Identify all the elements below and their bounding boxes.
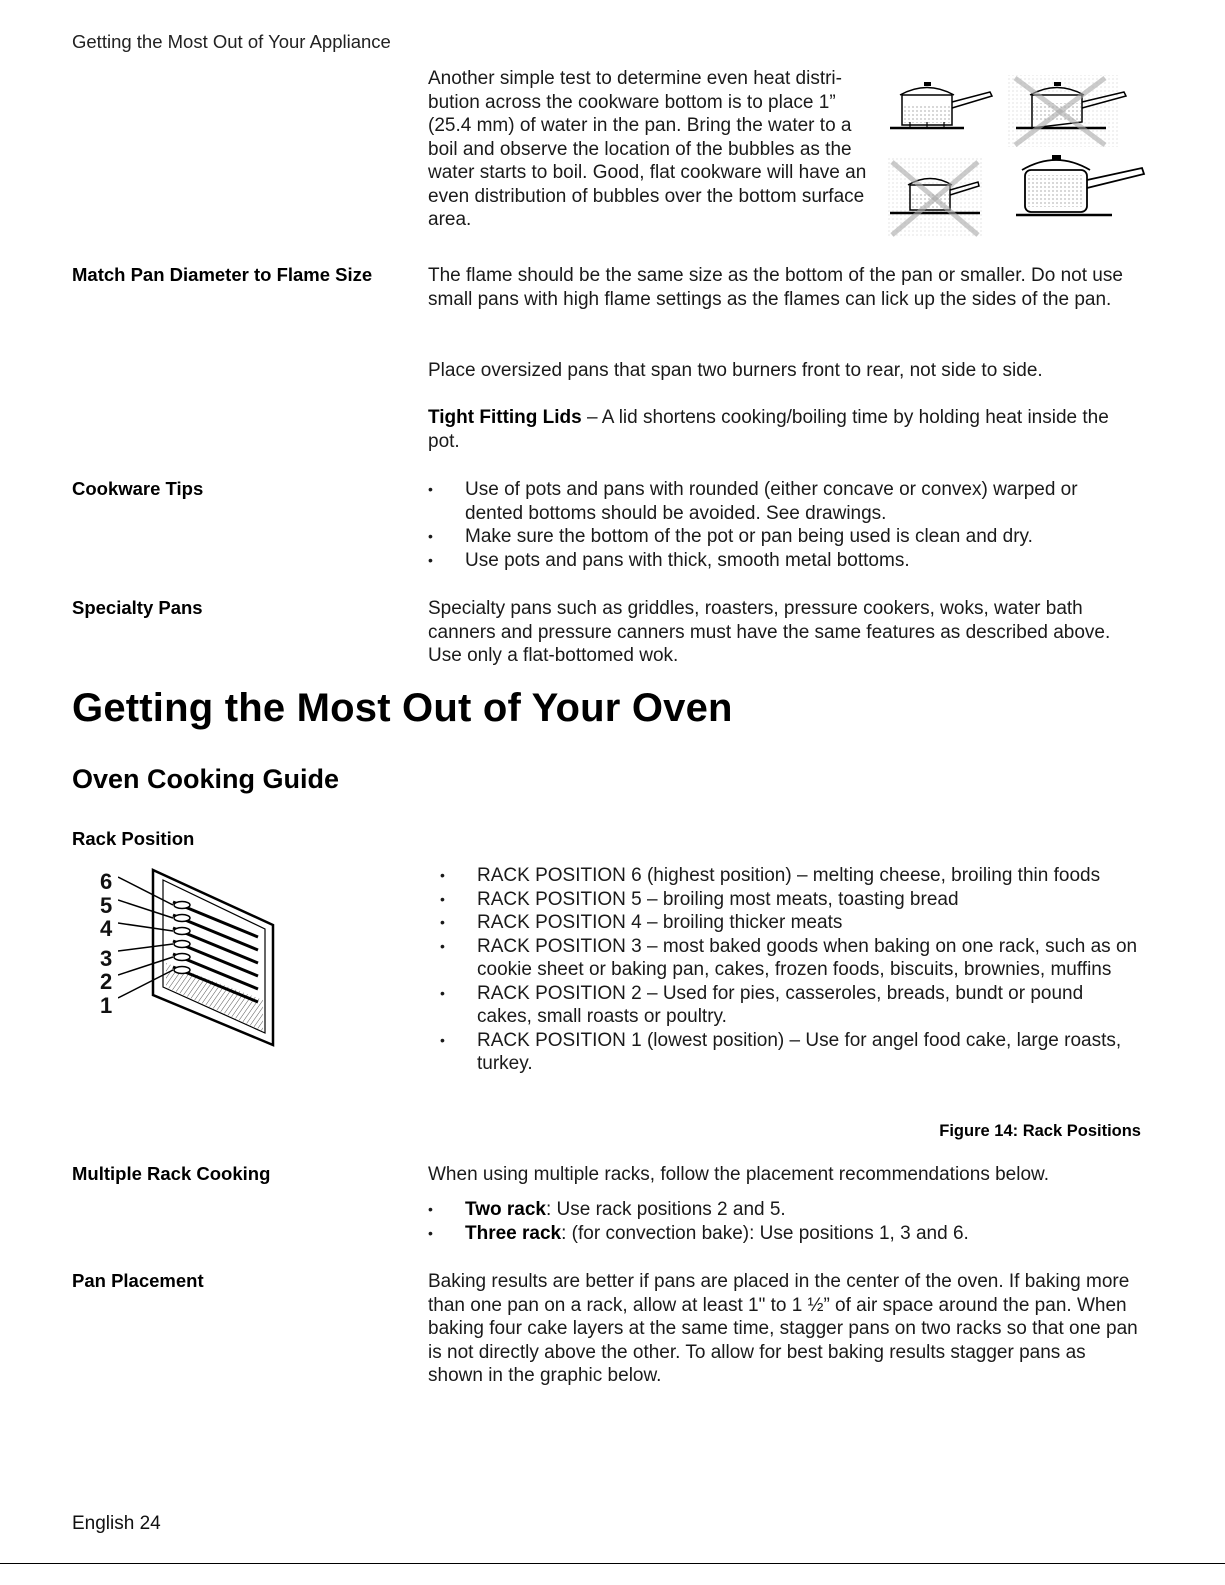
- list-item: • RACK POSITION 3 – most baked goods when baking on one rack, such as on cookie sheet or baking pan, cakes, frozen foods, biscuits, brownies, muffins: [440, 935, 1140, 982]
- cookware-tips-list: [428, 478, 1128, 572]
- flat-pan-good-icon: [890, 82, 992, 128]
- rack-number: 5: [100, 892, 113, 918]
- list-item: • RACK POSITION 4 – broiling thicker meats: [440, 911, 1140, 935]
- rack-number-labels: [100, 870, 112, 1017]
- rack-number: 3: [100, 945, 113, 971]
- multiple-rack-heading: Multiple Rack Cooking: [72, 1163, 271, 1184]
- rack-number: 1: [100, 992, 113, 1018]
- match-pan-heading: Match Pan Diameter to Flame Size: [72, 264, 373, 285]
- three-rack-text: : (for convection bake): Use positions 1, 3 and 6.: [561, 1222, 969, 1244]
- oversized-pans-paragraph: Place oversized pans that span two burners front to rear, not side to side.: [428, 360, 1043, 381]
- list-item: • RACK POSITION 6 (highest position) – melting cheese, broiling thin foods: [440, 864, 1140, 888]
- list-item: • RACK POSITION 1 (lowest position) – Use for angel food cake, large roasts, turkey.: [440, 1029, 1140, 1076]
- multiple-rack-list: [428, 1198, 1128, 1245]
- subsection-title: Oven Cooking Guide: [72, 764, 340, 794]
- large-pot-icon: [1016, 155, 1144, 215]
- two-rack-label: Two rack: [465, 1199, 546, 1220]
- three-rack-label: Three rack: [465, 1222, 562, 1244]
- tight-lids-text: – A lid shortens cooking/boiling time by holding heat inside the pot.: [428, 407, 1109, 452]
- small-pan-bad-icon: [888, 158, 983, 238]
- section-title: Getting the Most Out of Your Oven: [72, 686, 733, 730]
- rack-number: 4: [100, 916, 113, 941]
- pan-placement-paragraph: Baking results are better if pans are placed in the center of the oven. If baking more than one pan on a rack, allow at least 1" to 1 ½” of air space around the pan. When baking four cake layers at the same time, stagger pans on two racks so that one pan is not directly above the other. To allow for best baking results stagger pans as shown in the graphic below.: [428, 1271, 1138, 1386]
- specialty-pans-heading: Specialty Pans: [72, 597, 203, 618]
- cookware-illustrations: [880, 70, 1150, 245]
- list-item: • Use of pots and pans with rounded (either concave or convex) warped or dented bottoms should be avoided. See drawings.: [428, 478, 1128, 525]
- multiple-rack-intro: When using multiple racks, follow the placement recommendations below.: [428, 1164, 1049, 1185]
- list-item: • Make sure the bottom of the pot or pan being used is clean and dry.: [428, 525, 1128, 549]
- figure-caption: Figure 14: Rack Positions: [939, 1122, 1141, 1140]
- specialty-pans-paragraph: Specialty pans such as griddles, roasters, pressure cookers, woks, water bath canners and pressure canners must have the same features as described above. Use only a flat-bottomed wok.: [428, 598, 1111, 666]
- list-item: • RACK POSITION 5 – broiling most meats, toasting bread: [440, 888, 1140, 912]
- two-rack-text: : Use rack positions 2 and 5.: [545, 1199, 786, 1220]
- intro-paragraph: Another simple test to determine even heat distri- bution across the cookware bottom is to place 1” (25.4 mm) of water in the pan. Bring the water to a boil and observe the location of the bubbles as the water starts to boil. Good, flat cookware will have an even distribution of bubbles over the bottom surface area.: [428, 68, 867, 230]
- list-item: • RACK POSITION 2 – Used for pies, casseroles, breads, bundt or pound cakes, small roasts or poultry.: [440, 982, 1140, 1029]
- tight-lids-paragraph: [428, 406, 1140, 453]
- rack-number: 2: [100, 969, 113, 994]
- rack-position-list: [440, 864, 1140, 1076]
- cookware-tips-heading: Cookware Tips: [72, 478, 204, 499]
- rack-number: 6: [100, 869, 113, 894]
- list-item: [428, 1222, 1128, 1246]
- match-pan-paragraph: The flame should be the same size as the bottom of the pan or smaller. Do not use small pans with high flame settings as the flames can lick up the sides of the pan.: [428, 265, 1123, 310]
- bottom-rule: [0, 1563, 1225, 1564]
- rack-position-heading: Rack Position: [72, 828, 195, 849]
- page-number: English 24: [72, 1513, 161, 1534]
- pan-placement-heading: Pan Placement: [72, 1270, 204, 1291]
- list-item: [428, 1198, 1128, 1222]
- tight-lids-label: Tight Fitting Lids: [428, 407, 582, 428]
- oven-rack-diagram: [118, 865, 283, 1050]
- running-header: Getting the Most Out of Your Appliance: [72, 31, 391, 52]
- list-item: • Use pots and pans with thick, smooth metal bottoms.: [428, 549, 1128, 573]
- warped-pan-bad-icon: [1008, 75, 1126, 147]
